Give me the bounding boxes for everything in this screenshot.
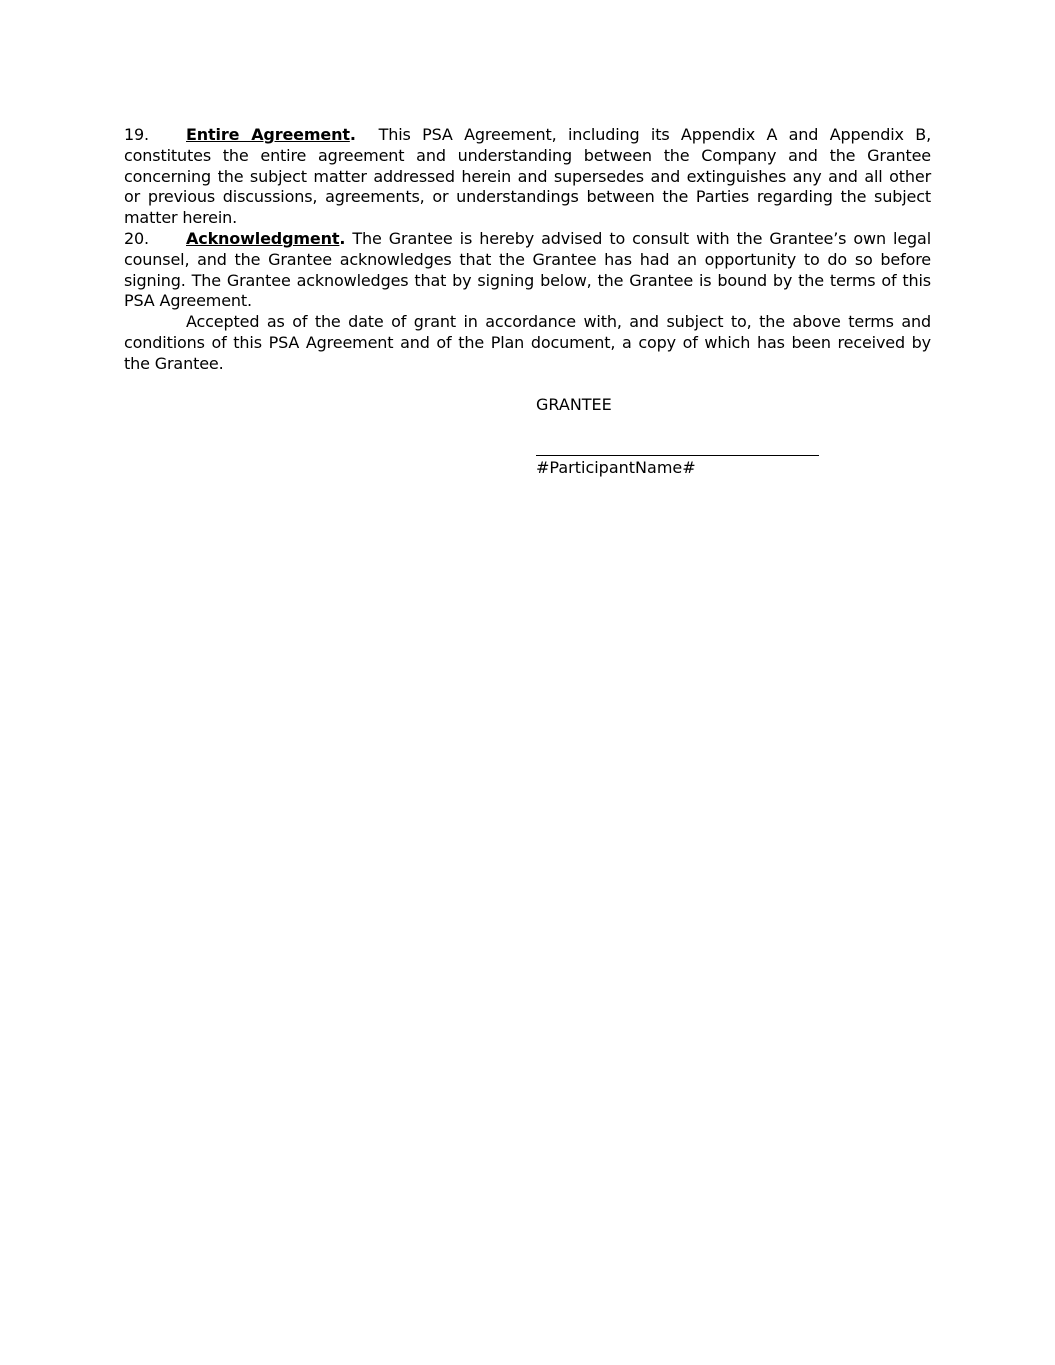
section-20 bbox=[124, 229, 931, 312]
section-body: The Grantee is hereby advised to consult with the Grantee’s own legal counsel, and the Grantee acknowledges that the Grantee has had an opportunity to do so before signing. The Grantee acknowledges that by signing below, the Grantee is bound by the terms of this PSA Agreement. bbox=[124, 229, 931, 311]
acceptance-paragraph: Accepted as of the date of grant in accordance with, and subject to, the above terms and conditions of this PSA Agreement and of the Plan document, a copy of which has been received by the Grantee. bbox=[124, 312, 931, 373]
signature-label: GRANTEE bbox=[536, 395, 612, 414]
section-19 bbox=[124, 125, 931, 229]
section-number: 19. bbox=[124, 125, 149, 144]
section-heading-punct: . bbox=[339, 229, 346, 248]
section-heading: Entire Agreement bbox=[186, 125, 350, 144]
section-body: This PSA Agreement, including its Appendix A and Appendix B, constitutes the entire agreement and understanding between the Company and the Grantee concerning the subject matter addressed herein and supersedes and extinguishes any and all other or previous discussions, agreements, or understandings between the Parties regarding the subject matter herein. bbox=[124, 125, 932, 228]
signature-line bbox=[536, 455, 819, 456]
section-heading: Acknowledgment bbox=[186, 229, 340, 248]
section-number: 20. bbox=[124, 229, 149, 248]
participant-name: #ParticipantName# bbox=[536, 458, 696, 477]
section-heading-punct: . bbox=[349, 125, 356, 144]
